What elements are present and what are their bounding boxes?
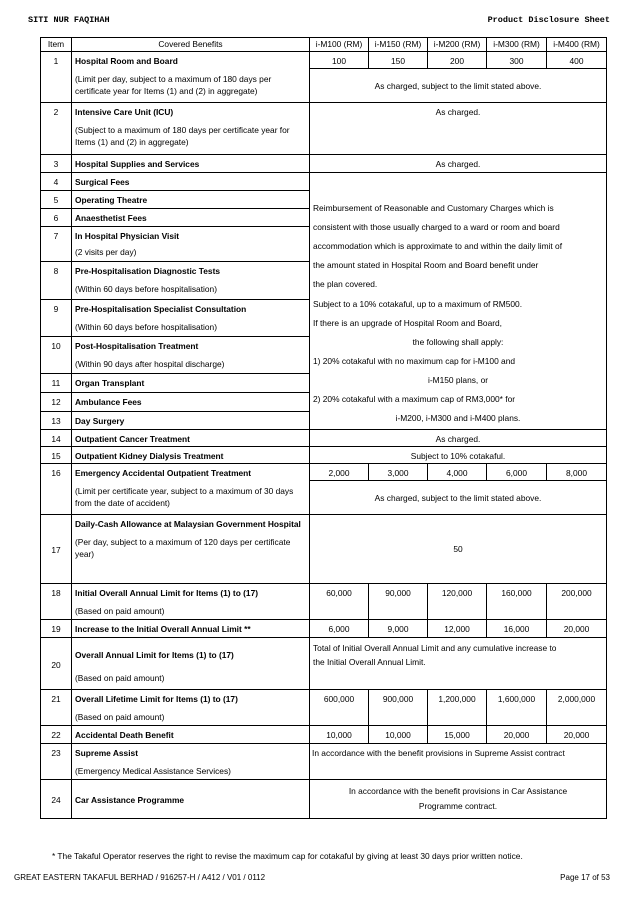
value-im100: 10,000: [310, 726, 369, 744]
value-im400: 200,000: [547, 584, 607, 620]
value-im150: 90,000: [369, 584, 428, 620]
item-number: 18: [41, 584, 72, 620]
value-im200: 200: [428, 52, 487, 69]
value-im300: 16,000: [487, 620, 547, 638]
table-row: [41, 638, 607, 690]
item-number: 1: [41, 52, 72, 103]
benefit-note: (Based on paid amount): [75, 712, 165, 722]
benefit-title: Pre-Hospitalisation Diagnostic Tests: [75, 266, 221, 276]
benefit-title: Hospital Supplies and Services: [75, 159, 200, 169]
item-number: 6: [41, 209, 72, 227]
benefit-cell: [72, 447, 310, 464]
benefit-note: (Subject to a maximum of 180 days per certificate year for Items (1) and (2) in aggregate): [75, 125, 290, 147]
value-im400: 8,000: [547, 464, 607, 481]
table-row: [41, 780, 607, 819]
item-number: 2: [41, 103, 72, 155]
benefit-title: Car Assistance Programme: [75, 795, 185, 805]
table-row: [41, 430, 607, 447]
reimbursement-terms: [310, 173, 607, 430]
value-im300: 160,000: [487, 584, 547, 620]
value-im400: 400: [547, 52, 607, 69]
item-number: 11: [41, 374, 72, 393]
benefit-cell: [72, 584, 310, 620]
benefit-cell: [72, 103, 310, 155]
reimbursement-line: the following shall apply:: [412, 337, 504, 347]
reimbursement-line: If there is an upgrade of Hospital Room and Board,: [313, 318, 503, 328]
header-name: SITI NUR FAQIHAH: [28, 15, 110, 25]
reimbursement-line: the amount stated in Hospital Room and Board benefit under: [313, 260, 539, 270]
benefit-cell: [72, 173, 310, 191]
value-im150: 10,000: [369, 726, 428, 744]
benefit-note: (Per day, subject to a maximum of 120 days per certificate year): [75, 537, 291, 559]
benefit-note: (Within 60 days before hospitalisation): [75, 284, 217, 294]
benefits-table: [40, 37, 607, 819]
reimbursement-line: i-M200, i-M300 and i-M400 plans.: [395, 413, 521, 423]
table-row: [41, 515, 607, 584]
item-number: 7: [41, 227, 72, 262]
benefit-note: (Limit per day, subject to a maximum of 180 days per certificate year for Items (1) and (2) in aggregate): [75, 74, 272, 96]
benefit-title: Outpatient Kidney Dialysis Treatment: [75, 451, 224, 461]
reimbursement-line: the plan covered.: [313, 279, 378, 289]
benefit-title: Intensive Care Unit (ICU): [75, 107, 174, 117]
footnote: * The Takaful Operator reserves the right to revise the maximum cap for cotakaful by giving at least 30 days prior written notice.: [52, 851, 523, 861]
item-number: 20: [41, 638, 72, 690]
benefit-amount: As charged.: [310, 155, 607, 173]
table-row: [41, 690, 607, 726]
amount-line: In accordance with the benefit provisions in Car Assistance: [348, 786, 568, 796]
item-number: 4: [41, 173, 72, 191]
benefit-amount: In accordance with the benefit provisions in Supreme Assist contract: [310, 744, 607, 780]
benefit-title: Ambulance Fees: [75, 397, 142, 407]
reimbursement-line: 2) 20% cotakaful with a maximum cap of RM3,000* for: [313, 394, 516, 404]
benefit-note: (Within 90 days after hospital discharge): [75, 359, 225, 369]
col-im400: i-M400 (RM): [547, 38, 607, 52]
amount-line: the Initial Overall Annual Limit.: [313, 657, 426, 667]
benefit-note: (Within 60 days before hospitalisation): [75, 322, 217, 332]
benefit-title: Overall Annual Limit for Items (1) to (17): [75, 650, 234, 660]
page-footer: [14, 873, 610, 882]
benefit-title: Surgical Fees: [75, 177, 130, 187]
benefit-cell: [72, 209, 310, 227]
benefit-cell: [72, 227, 310, 262]
benefit-cell: [72, 744, 310, 780]
value-im150: 9,000: [369, 620, 428, 638]
benefit-cell: [72, 690, 310, 726]
benefit-title: Anaesthetist Fees: [75, 213, 147, 223]
benefit-title: Increase to the Initial Overall Annual Limit **: [75, 624, 251, 634]
benefit-cell: [72, 191, 310, 209]
reimbursement-line: consistent with those usually charged to a ward or room and board: [313, 222, 560, 232]
value-im300: 300: [487, 52, 547, 69]
benefit-amount: [310, 780, 607, 819]
table-row: [41, 744, 607, 780]
benefit-cell: [72, 638, 310, 690]
table-row: [41, 173, 607, 191]
benefit-note: (Emergency Medical Assistance Services): [75, 766, 231, 776]
item-number: 5: [41, 191, 72, 209]
value-im100: 60,000: [310, 584, 369, 620]
benefit-title: Post-Hospitalisation Treatment: [75, 341, 199, 351]
table-row: [41, 464, 607, 481]
item-number: 15: [41, 447, 72, 464]
reimbursement-line: Reimbursement of Reasonable and Customary Charges which is: [313, 203, 554, 213]
item-number: 12: [41, 393, 72, 412]
footer-company: GREAT EASTERN TAKAFUL BERHAD / 916257-H / A412 / V01 / 0112: [14, 873, 266, 882]
benefit-amount: As charged, subject to the limit stated above.: [310, 481, 607, 515]
col-im100: i-M100 (RM): [310, 38, 369, 52]
item-number: 19: [41, 620, 72, 638]
item-number: 16: [41, 464, 72, 515]
benefit-title: In Hospital Physician Visit: [75, 231, 180, 241]
item-number: 17: [41, 515, 72, 584]
benefit-cell: [72, 515, 310, 584]
value-im400: 20,000: [547, 726, 607, 744]
value-im200: 4,000: [428, 464, 487, 481]
benefit-amount: As charged, subject to the limit stated above.: [310, 69, 607, 103]
benefit-note: (Based on paid amount): [75, 673, 165, 683]
benefit-cell: [72, 780, 310, 819]
value-im200: 15,000: [428, 726, 487, 744]
value-im150: 3,000: [369, 464, 428, 481]
benefit-amount: As charged.: [310, 430, 607, 447]
item-number: 9: [41, 300, 72, 337]
benefit-title: Organ Transplant: [75, 378, 145, 388]
benefit-cell: [72, 374, 310, 393]
benefit-title: Overall Lifetime Limit for Items (1) to (17): [75, 694, 238, 704]
benefit-amount: 50: [310, 515, 607, 584]
benefit-title: Supreme Assist: [75, 748, 138, 758]
table-header-row: [41, 38, 607, 52]
col-im300: i-M300 (RM): [487, 38, 547, 52]
table-row: [41, 52, 607, 69]
benefit-note: (Limit per certificate year, subject to a maximum of 30 days from the date of accident): [75, 486, 294, 508]
benefit-title: Accidental Death Benefit: [75, 730, 174, 740]
value-im150: 150: [369, 52, 428, 69]
benefit-title: Hospital Room and Board: [75, 56, 178, 66]
benefit-cell: [72, 337, 310, 374]
benefit-title: Operating Theatre: [75, 195, 148, 205]
benefit-amount: [310, 638, 607, 690]
value-im400: 20,000: [547, 620, 607, 638]
table-row: [41, 155, 607, 173]
item-number: 23: [41, 744, 72, 780]
benefit-cell: [72, 262, 310, 300]
item-number: 24: [41, 780, 72, 819]
col-im150: i-M150 (RM): [369, 38, 428, 52]
page-header: [28, 15, 610, 25]
benefit-amount: As charged.: [310, 103, 607, 155]
page-number: Page 17 of 53: [560, 873, 610, 882]
table-row: [41, 726, 607, 744]
value-im300: 1,600,000: [487, 690, 547, 726]
amount-line: Programme contract.: [418, 801, 498, 811]
value-im300: 20,000: [487, 726, 547, 744]
reimbursement-line: 1) 20% cotakaful with no maximum cap for i-M100 and: [313, 356, 516, 366]
value-im400: 2,000,000: [547, 690, 607, 726]
header-doc-title: Product Disclosure Sheet: [487, 15, 610, 25]
benefit-title: Day Surgery: [75, 416, 125, 426]
benefit-cell: [72, 430, 310, 447]
item-number: 21: [41, 690, 72, 726]
benefit-title: Daily-Cash Allowance at Malaysian Government Hospital: [75, 519, 301, 529]
item-number: 3: [41, 155, 72, 173]
col-im200: i-M200 (RM): [428, 38, 487, 52]
benefit-cell: [72, 52, 310, 103]
reimbursement-line: i-M150 plans, or: [427, 375, 489, 385]
value-im100: 6,000: [310, 620, 369, 638]
reimbursement-line: accommodation which is approximate to and within the daily limit of: [313, 241, 563, 251]
value-im100: 600,000: [310, 690, 369, 726]
benefit-cell: [72, 464, 310, 515]
amount-line: Total of Initial Overall Annual Limit and any cumulative increase to: [313, 643, 557, 653]
value-im200: 12,000: [428, 620, 487, 638]
benefit-title: Initial Overall Annual Limit for Items (1) to (17): [75, 588, 259, 598]
benefit-cell: [72, 620, 310, 638]
benefit-title: Emergency Accidental Outpatient Treatment: [75, 468, 252, 478]
benefit-cell: [72, 412, 310, 430]
item-number: 13: [41, 412, 72, 430]
value-im300: 6,000: [487, 464, 547, 481]
benefit-cell: [72, 393, 310, 412]
item-number: 8: [41, 262, 72, 300]
item-number: 14: [41, 430, 72, 447]
table-row: [41, 447, 607, 464]
benefit-title: Pre-Hospitalisation Specialist Consultation: [75, 304, 247, 314]
value-im200: 1,200,000: [428, 690, 487, 726]
table-row: [41, 584, 607, 620]
value-im100: 100: [310, 52, 369, 69]
benefit-amount: Subject to 10% cotakaful.: [310, 447, 607, 464]
value-im200: 120,000: [428, 584, 487, 620]
benefit-cell: [72, 726, 310, 744]
benefit-note: (2 visits per day): [75, 247, 137, 257]
item-number: 22: [41, 726, 72, 744]
reimbursement-line: Subject to a 10% cotakaful, up to a maximum of RM500.: [313, 299, 523, 309]
table-row: [41, 620, 607, 638]
benefit-title: Outpatient Cancer Treatment: [75, 434, 190, 444]
benefit-cell: [72, 300, 310, 337]
table-row: [41, 103, 607, 155]
benefit-cell: [72, 155, 310, 173]
col-covered-benefits: Covered Benefits: [72, 38, 310, 52]
value-im150: 900,000: [369, 690, 428, 726]
col-item: Item: [41, 38, 72, 52]
value-im100: 2,000: [310, 464, 369, 481]
item-number: 10: [41, 337, 72, 374]
benefit-note: (Based on paid amount): [75, 606, 165, 616]
